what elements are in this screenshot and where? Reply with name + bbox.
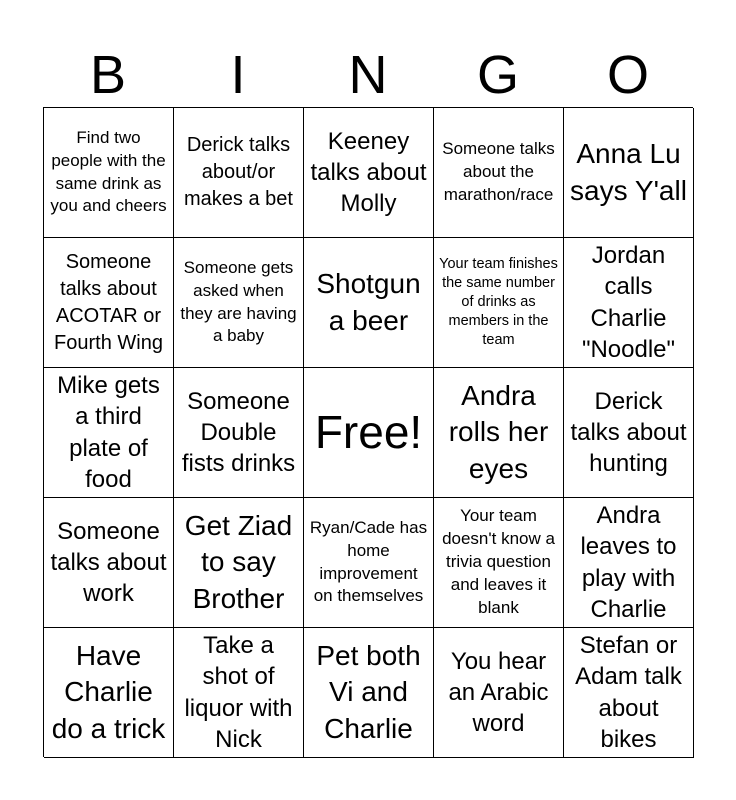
bingo-cell-r4-c3[interactable] (304, 498, 434, 628)
cell-text: Someone talks about the marathon/race (442, 139, 555, 204)
bingo-cell-r2-c1[interactable] (44, 238, 174, 368)
bingo-cell-r3-c1[interactable] (44, 368, 174, 498)
cell-text: Derick talks about hunting (570, 387, 687, 478)
bingo-cell-r1-c4[interactable] (434, 108, 564, 238)
bingo-cell-r5-c5[interactable] (564, 628, 694, 758)
cell-text: Jordan calls Charlie "Noodle" (581, 242, 676, 363)
bingo-cell-r1-c2[interactable] (174, 108, 304, 238)
bingo-cell-r3-c2[interactable] (174, 368, 304, 498)
cell-text: Andra leaves to play with Charlie (580, 502, 677, 623)
cell-text: Pet both Vi and Charlie (316, 639, 421, 744)
cell-text: Take a shot of liquor with Nick (184, 632, 293, 753)
cell-text: Someone talks about ACOTAR or Fourth Wing (54, 250, 163, 354)
bingo-cell-r4-c4[interactable] (434, 498, 564, 628)
cell-text: Someone talks about work (50, 517, 167, 608)
bingo-cell-r4-c1[interactable] (44, 498, 174, 628)
cell-text: Keeney talks about Molly (310, 127, 427, 218)
cell-text: Derick talks about/or makes a bet (184, 134, 293, 210)
bingo-cell-free[interactable] (304, 368, 434, 498)
bingo-cell-r5-c1[interactable] (44, 628, 174, 758)
cell-text: Andra rolls her eyes (448, 379, 549, 484)
bingo-cell-r2-c3[interactable] (304, 238, 434, 368)
cell-text: Have Charlie do a trick (51, 639, 166, 744)
cell-text: Anna Lu says Y'all (570, 138, 687, 206)
bingo-cell-r2-c2[interactable] (174, 238, 304, 368)
cell-text: You hear an Arabic word (448, 647, 549, 738)
bingo-cell-r1-c3[interactable] (304, 108, 434, 238)
bingo-cell-r3-c5[interactable] (564, 368, 694, 498)
cell-text: Stefan or Adam talk about bikes (575, 632, 682, 753)
cell-text: Ryan/Cade has home improvement on themselves (309, 517, 428, 606)
cell-text: Mike gets a third plate of food (57, 372, 160, 493)
bingo-cell-r5-c3[interactable] (304, 628, 434, 758)
bingo-cell-r2-c5[interactable] (564, 238, 694, 368)
header-letter-i: I (230, 45, 246, 105)
cell-text: Find two people with the same drink as you and cheers (50, 127, 167, 216)
header-letter-b: B (89, 45, 127, 105)
bingo-cell-r4-c2[interactable] (174, 498, 304, 628)
bingo-cell-r5-c2[interactable] (174, 628, 304, 758)
bingo-cell-r3-c4[interactable] (434, 368, 564, 498)
cell-text: Free! (314, 406, 423, 459)
cell-text: Get Ziad to say Brother (184, 509, 293, 614)
bingo-cell-r2-c4[interactable] (434, 238, 564, 368)
bingo-cell-r4-c5[interactable] (564, 498, 694, 628)
cell-text: Your team finishes the same number of drinks as members in the team (439, 256, 558, 348)
cell-text: Your team doesn't know a trivia question and leaves it blank (442, 506, 555, 617)
cell-text: Shotgun a beer (316, 268, 421, 336)
cell-text: Someone gets asked when they are having a baby (180, 257, 297, 346)
bingo-header (43, 42, 693, 108)
bingo-cell-r1-c5[interactable] (564, 108, 694, 238)
header-letter-o: O (606, 45, 649, 105)
bingo-board (43, 107, 693, 757)
bingo-cell-r1-c1[interactable] (44, 108, 174, 238)
header-letter-n: N (348, 45, 388, 105)
header-letter-g: G (476, 45, 519, 105)
bingo-cell-r5-c4[interactable] (434, 628, 564, 758)
cell-text: Someone Double fists drinks (181, 387, 296, 478)
